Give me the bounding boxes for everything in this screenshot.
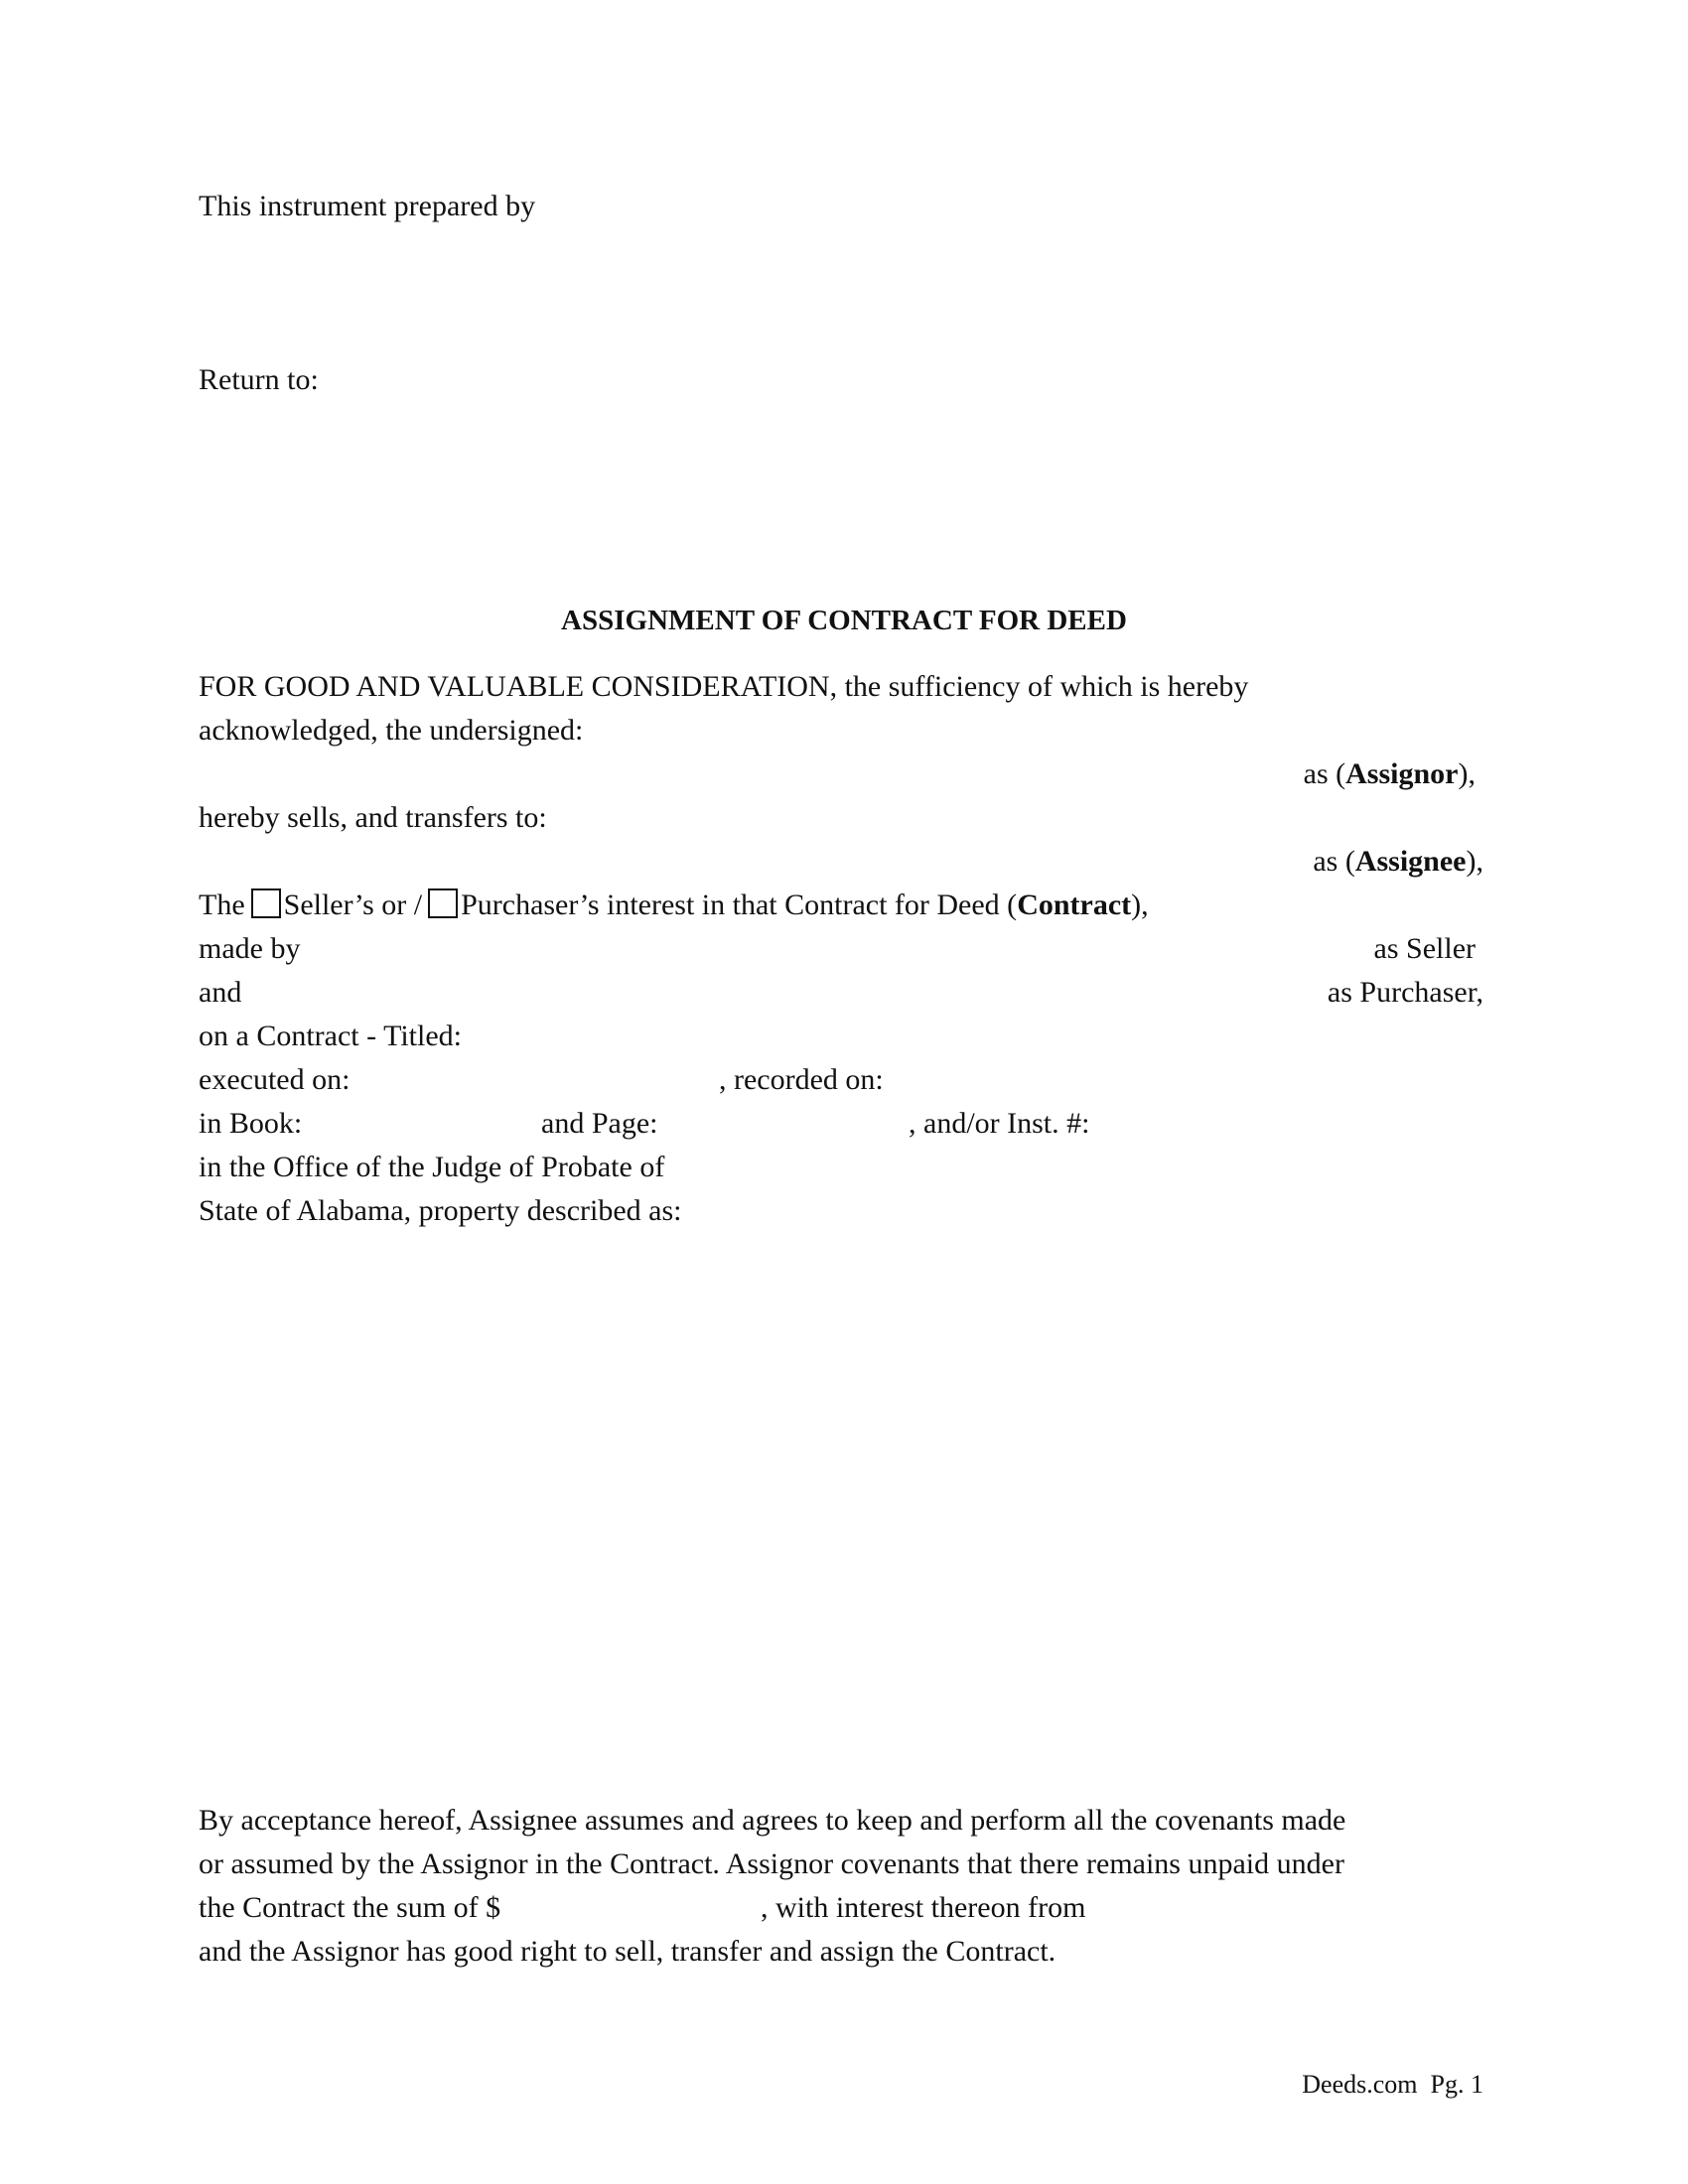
instrument-number-label: , and/or Inst. #: [909,1107,1090,1140]
recorded-on-label: , recorded on: [719,1063,884,1096]
acceptance-line-2: or assumed by the Assignor in the Contract. Assignor covenants that there remains unpaid under [199,1847,1344,1880]
contract-titled-label: on a Contract - Titled: [199,1020,462,1052]
consideration-line-2: acknowledged, the undersigned: [199,714,584,747]
acceptance-line-4: and the Assignor has good right to sell, transfer and assign the Contract. [199,1935,1056,1968]
assignee-label: as (Assignee), [1313,845,1483,878]
prepared-by-label: This instrument prepared by [199,190,536,222]
executed-on-label: executed on: [199,1063,351,1096]
page-label: and Page: [541,1107,658,1140]
return-to-label: Return to: [199,363,319,396]
as-purchaser-label: as Purchaser, [1327,976,1483,1009]
made-by-label: made by [199,932,301,965]
footer-site: Deeds.com [1302,2070,1418,2099]
page-footer [1302,2067,1483,2103]
consideration-line-1: FOR GOOD AND VALUABLE CONSIDERATION, the sufficiency of which is hereby [199,670,1249,703]
sells-transfers-line: hereby sells, and transfers to: [199,801,547,834]
probate-office-line: in the Office of the Judge of Probate of [199,1151,665,1183]
acceptance-line-1: By acceptance hereof, Assignee assumes and agrees to keep and perform all the covenants made [199,1804,1346,1837]
as-seller-label: as Seller [1373,932,1476,965]
document-title: ASSIGNMENT OF CONTRACT FOR DEED [561,605,1127,636]
property-described-line: State of Alabama, property described as: [199,1194,682,1227]
book-label: in Book: [199,1107,303,1140]
and-label: and [199,976,242,1009]
interest-line: The Seller’s or / Purchaser’s interest in that Contract for Deed (Contract), [199,888,1149,921]
footer-page-number: Pg. 1 [1430,2070,1483,2099]
interest-from-label: , with interest thereon from [761,1891,1086,1924]
unpaid-sum-label: the Contract the sum of $ [199,1891,501,1924]
assignor-label: as (Assignor), [1303,757,1476,790]
purchaser-interest-checkbox[interactable] [428,888,458,918]
seller-interest-checkbox[interactable] [251,888,281,918]
